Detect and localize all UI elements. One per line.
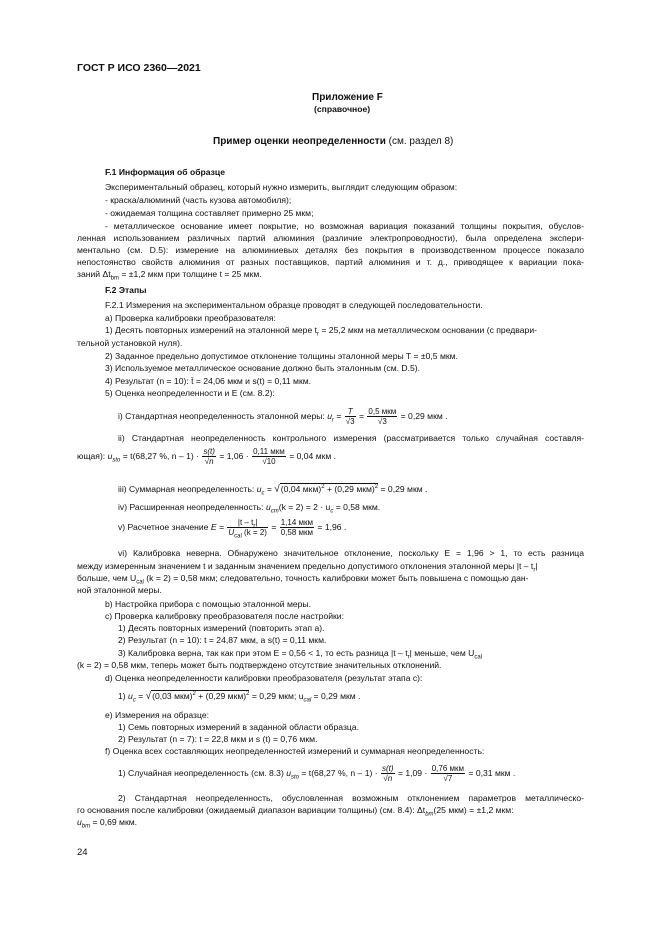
- f1-p5-b: = ±1,2 мкм при толщине t = 25 мкм.: [118, 269, 262, 279]
- vi-line-4: ной эталонной меры.: [77, 585, 162, 595]
- formula-iii-sup-2: 2: [374, 484, 379, 491]
- formula-f-sub: sto: [291, 774, 300, 781]
- formula-ii: [77, 443, 336, 469]
- formula-i-var: u: [327, 411, 332, 421]
- f1-line-1: Экспериментальный образец, который нужно измерить, выглядит следующим образом:: [105, 182, 458, 192]
- step-f-2-line-2: [77, 805, 514, 816]
- formula-iv-result: = 0,58 мкм.: [335, 502, 381, 512]
- formula-ii-mid: = 1,06 ·: [219, 451, 249, 461]
- step-c: c) Проверка калибровку преобразователя после настройки:: [105, 611, 344, 621]
- formula-iii: iii) Суммарная неопределенность: $u_c = √(0,04$ мкм)$^2$ + (0,29 мкм)$^2$ = 0,29 мкм .: [118, 484, 428, 497]
- formula-v-frac-1: [227, 518, 268, 540]
- formula-ii-num-2: 0,11 мкм: [253, 447, 285, 457]
- formula-iv-sub: cm: [270, 508, 279, 515]
- formula-v-var: E =: [210, 522, 224, 532]
- formula-v-num-1-sub: r: [253, 523, 256, 530]
- formula-v-label: v) Расчетное значение: [118, 522, 209, 532]
- formula-i-num-2: 0,5 мкм: [368, 407, 397, 417]
- formula-v-den-1-sub: cal: [234, 533, 242, 540]
- f2-line-8: 5) Оценка неопределенности и E (см. 8.2):: [105, 388, 275, 398]
- vi-line-3-a: больше, чем U: [77, 573, 137, 583]
- formula-d-sub: c: [132, 697, 136, 704]
- formula-ii-num-1: s(t): [203, 447, 215, 457]
- formula-i-frac-2: [367, 407, 397, 426]
- f1-para-line-1: - металлическое основание имеет покрытие, но возможная вариация показаний толщины покрытия, обуслов-: [105, 221, 584, 231]
- formula-i-den-1: √3: [345, 417, 355, 427]
- formula-iii-result: = 0,29 мкм .: [380, 484, 428, 494]
- f2-line-2: a) Проверка калибровки преобразователя:: [105, 313, 276, 323]
- formula-iv-expr-sub: c: [330, 508, 334, 515]
- vi-line-1: vi) Калибровка неверна. Обнаружено значительное отклонение, поскольку E = 1,96 > 1, то есть разница: [118, 548, 584, 558]
- formula-f-label: 1) Случайная неопределенность (см. 8.3): [118, 768, 284, 778]
- formula-v-result: = 1,96 .: [317, 522, 347, 532]
- formula-i: i) Стандартная неопределенность эталонной меры: $u_r$ = $\frac{T}{√3}$ = $\frac{\text{0,5 мкм}}{√3}$ = 0,29 мкм .: [118, 407, 448, 427]
- step-c-3-b: | меньше, чем U: [409, 648, 475, 658]
- step-b: b) Настройка прибора с помощью эталонной меры.: [105, 599, 311, 609]
- formula-f-mid: = 1,09 ·: [397, 768, 428, 778]
- formula-ii-t: = t(68,27 %, n – 1) ·: [122, 451, 199, 461]
- annex-subtitle: (справочное): [314, 104, 371, 114]
- formula-v-den-1-a: U: [228, 528, 235, 538]
- formula-iii-var: u: [256, 484, 262, 494]
- f1-para-line-2: ленная использованием различных партий алюминия (различие электропроводности), была определена экспери-: [77, 233, 584, 243]
- f1-para-line-3: ментально (см. D.5): измерение на алюминиевых деталях без покрытия в производственном процессе показало: [77, 245, 584, 255]
- formula-f-t: = t(68,27 %, n – 1) ·: [301, 768, 378, 778]
- f1-para-line-4: непостоянство свойств алюминия от разных поставщиков, партий алюминия и т. д., приводящее к вариации пока-: [77, 257, 584, 267]
- annex-title: Приложение F: [312, 92, 383, 103]
- formula-d-result: = 0,29 мкм; u: [251, 691, 304, 701]
- formula-ii-var: u: [107, 451, 113, 461]
- formula-v-den-1-b: (k = 2): [241, 528, 267, 538]
- formula-iv-var: u: [265, 502, 271, 512]
- vi-line-2-sub: r: [533, 567, 536, 574]
- main-title-bold: Пример оценки неопределенности: [213, 136, 386, 147]
- step-f-2-line-3-a: u: [77, 817, 82, 827]
- step-c-3-a: 3) Калибровка верна, так как при этом E = 0,56 < 1, то есть разница |t – t: [118, 648, 408, 658]
- f2-line-5: 2) Заданное предельно допустимое отклонение толщины эталонной меры T = ±0,5 мкм.: [105, 351, 458, 361]
- formula-f-var: u: [286, 768, 291, 778]
- step-f-2-line-3: [77, 817, 137, 828]
- formula-iii-radicand: [280, 483, 378, 494]
- vi-line-2-b: |: [535, 561, 538, 571]
- formula-d-expr: (0,03 мкм): [152, 691, 193, 701]
- step-f-2-line-2-sub: bm: [425, 811, 434, 818]
- formula-v-num-1: $|t - t_r|$: [227, 518, 268, 528]
- formula-v-num-2: 1,14 мкм: [280, 518, 314, 528]
- step-c-3: [118, 648, 482, 659]
- vi-line-3-sub: cal: [136, 579, 144, 586]
- vi-line-2: [77, 561, 538, 572]
- step-c-3-sub-2: cal: [474, 654, 482, 661]
- formula-d-sup-1: 2: [192, 691, 196, 698]
- main-title-ref: (см. раздел 8): [388, 136, 454, 147]
- formula-iii-expr: (0,04 мкм): [280, 484, 322, 494]
- vi-line-3-b: (k = 2) = 0,58 мкм; следовательно, точность калибровки может быть повышена с помощью дан-: [143, 573, 529, 583]
- standard-number: ГОСТ Р ИСО 2360—2021: [77, 62, 201, 74]
- f1-para-line-5: [77, 269, 262, 280]
- sqrt-symbol: √: [145, 691, 152, 702]
- formula-ii-line-1: ii) Стандартная неопределенность контрольного измерения (рассматривается только случайная составля-: [118, 433, 584, 443]
- formula-f-den-1: √n: [383, 774, 393, 784]
- formula-f: [118, 760, 515, 786]
- formula-ii-label: ющая):: [77, 451, 106, 461]
- formula-iii-sub: c: [261, 490, 265, 497]
- step-e-2: 2) Результат (n = 7): t = 22,8 мкм и s (t) = 0,76 мкм.: [118, 734, 318, 744]
- formula-ii-den-1: √n: [204, 457, 214, 467]
- formula-d-sup-2: 2: [246, 691, 250, 698]
- formula-iv-label: iv) Расширенная неопределенность:: [118, 502, 264, 512]
- formula-d: 1) $u_c = √(0,03$ мкм)$^2$ + (0,29 мкм)$^2$ = 0,29 мкм; $u_{cal} = 0,29$ мкм .: [118, 691, 361, 704]
- formula-v-frac-2: [280, 518, 314, 537]
- formula-i-label: i) Стандартная неопределенность эталонной меры:: [118, 411, 325, 421]
- main-title: [213, 136, 453, 147]
- formula-iv: [118, 502, 380, 513]
- formula-v-den-2: 0,58 мкм: [280, 528, 314, 538]
- formula-d-result-b: = 0,29 мкм .: [311, 691, 361, 701]
- step-c-2: 2) Результат (n = 10): t = 24,87 мкм, a s(t) = 0,11 мкм.: [118, 635, 327, 645]
- formula-f-frac-1: [381, 764, 395, 783]
- step-f-2-line-3-sub: bm: [81, 823, 91, 830]
- step-c-3-cont: (k = 2) = 0,58 мкм, теперь может быть подтверждено отсутствие значительных отклонений.: [77, 660, 442, 670]
- formula-ii-sub: sto: [112, 457, 121, 464]
- step-c-1: 1) Десять повторных измерений (повторить этап a).: [118, 623, 325, 633]
- formula-d-radicand: [151, 690, 249, 701]
- formula-v-num-1-a: |t – t: [237, 518, 254, 528]
- formula-d-result-sub: cal: [303, 697, 312, 704]
- step-f-2-line-2-a: го основания после калибровки (ожидаемый диапазон вариации толщины) (см. 8.4): Δt: [77, 805, 426, 815]
- formula-i-frac-1: [345, 407, 356, 426]
- formula-iii-expr-2: + (0,29 мкм): [324, 484, 375, 494]
- formula-i-den-2: √3: [377, 417, 387, 427]
- f2-l3-a: 1) Десять повторных измерений на эталонной мере t: [105, 325, 318, 335]
- step-f: f) Оценка всех составляющих неопределенностей измерений и суммарная неопределенность:: [105, 746, 485, 756]
- formula-iii-sup-1: 2: [321, 484, 325, 491]
- sqrt-symbol: √: [274, 484, 280, 495]
- formula-ii-frac-2: [252, 447, 286, 466]
- f2-line-3: [105, 325, 537, 336]
- formula-f-result: = 0,31 мкм .: [468, 768, 516, 778]
- section-f1-heading: F.1 Информация об образце: [105, 167, 225, 177]
- f2-l3-b: = 25,2 мкм на металлическом основании (с предвари-: [319, 325, 537, 335]
- formula-i-result: = 0,29 мкм .: [400, 411, 448, 421]
- f2-line-7: 4) Результат (n = 10): t̄ = 24,06 мкм и s(t) = 0,11 мкм.: [105, 376, 311, 386]
- f1-line-3: - ожидаемая толщина составляет примерно 25 мкм;: [105, 208, 314, 218]
- f2-line-4: тельной установкой нуля).: [77, 338, 183, 348]
- formula-i-sub: r: [331, 417, 334, 424]
- formula-iv-expr: (k = 2) = 2 · u: [278, 502, 331, 512]
- f1-p5-sub: bm: [110, 275, 119, 282]
- step-f-2-line-1: 2) Стандартная неопределенность, обусловленная возможным отклонением параметров металлическо-: [118, 793, 584, 803]
- step-e-1: 1) Семь повторных измерений в заданной области образца.: [118, 722, 359, 732]
- formula-d-expr-2: + (0,29 мкм): [195, 691, 247, 701]
- step-f-2-line-3-b: = 0,69 мкм.: [90, 817, 137, 827]
- formula-ii-den-2: √10: [262, 457, 276, 467]
- formula-ii-result: = 0,04 мкм .: [289, 451, 337, 461]
- f2-line-1: F.2.1 Измерения на экспериментальном образце проводят в следующей последовательности.: [105, 300, 483, 310]
- f1-p5-a: заний Δt: [77, 269, 111, 279]
- step-d: d) Оценка неопределенности калибровки преобразователя (результат этапа c):: [105, 673, 423, 683]
- formula-d-label: 1): [118, 691, 126, 701]
- vi-line-3: [77, 573, 529, 584]
- formula-i-num-1: T: [345, 407, 356, 417]
- formula-f-den-2: √7: [443, 774, 453, 784]
- formula-ii-frac-1: [202, 447, 216, 466]
- step-c-3-sub: r: [407, 654, 410, 661]
- formula-iii-label: iii) Суммарная неопределенность:: [118, 484, 255, 494]
- vi-line-2-a: между измеренным значением t и заданным значением предельно допустимого отклонения эталонной меры |t – t: [77, 561, 534, 571]
- section-f2-heading: F.2 Этапы: [105, 285, 147, 295]
- formula-d-var: u: [128, 691, 133, 701]
- formula-f-num-1: s(t): [382, 764, 394, 774]
- f2-line-6: 3) Используемое металлическое основание должно быть эталонным (см. D.5).: [105, 363, 421, 373]
- f1-line-2: - краска/алюминий (часть кузова автомобиля);: [105, 195, 292, 205]
- formula-v-den-1: [227, 528, 268, 540]
- page-number: 24: [77, 847, 88, 858]
- f2-l3-sub: r: [317, 331, 320, 338]
- formula-f-frac-2: [431, 764, 465, 783]
- formula-f-num-2: 0,76 мкм: [431, 764, 465, 774]
- formula-v: v) Расчетное значение E = $\frac{|t - t_r|}{U_{cal} (k = 2)}$ = $\frac{\text{1,14 мкм}}{\text{0,58 мкм}}$ = 1,96 .: [118, 518, 347, 540]
- step-e: e) Измерения на образце:: [105, 710, 209, 720]
- step-f-2-line-2-b: (25 мкм) = ±1,2 мкм:: [433, 805, 514, 815]
